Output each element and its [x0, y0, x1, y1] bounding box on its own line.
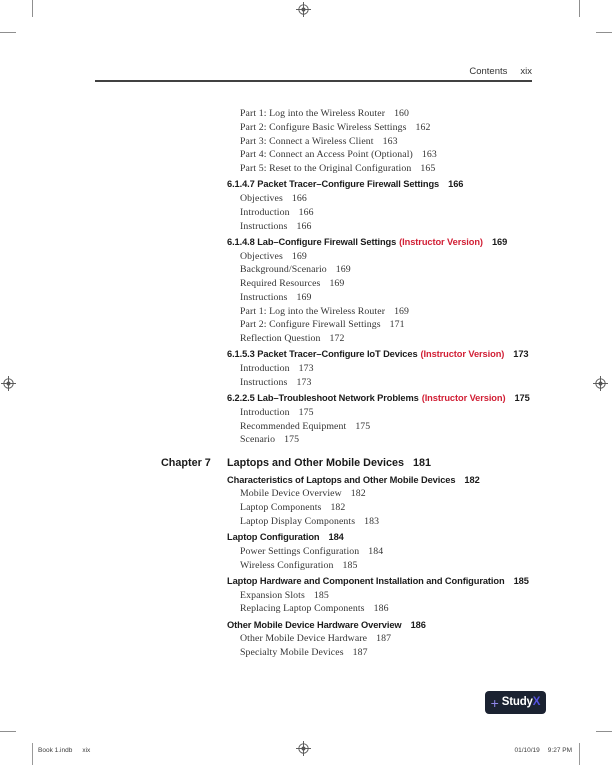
registration-mark-icon: [1, 376, 16, 391]
toc-entry-page-number: 185: [313, 589, 329, 601]
toc-entry-text: Characteristics of Laptops and Other Mobile Devices: [227, 474, 456, 485]
toc-entry-text: 6.2.2.5 Lab–Troubleshoot Network Problems: [227, 393, 419, 403]
toc-row: [95, 348, 565, 362]
toc-entry-page-number: 163: [382, 135, 398, 147]
toc-entry-text: Part 1: Log into the Wireless Router: [240, 305, 386, 317]
toc-row: [95, 135, 565, 149]
registration-mark-icon: [296, 2, 311, 17]
toc-entry-page-number: 185: [342, 559, 358, 571]
toc-row: [95, 619, 565, 633]
toc-row: [95, 107, 565, 121]
toc-entry-text: 6.1.5.3 Packet Tracer–Configure IoT Devices: [227, 349, 418, 360]
toc-row: [95, 474, 565, 488]
toc-entry-text: Laptop Components: [240, 502, 322, 513]
toc-entry-page-number: 173: [296, 376, 312, 388]
studyx-logo-x: X: [532, 695, 541, 708]
toc-entry-page-number: 184: [368, 545, 384, 557]
toc-row: [95, 148, 565, 162]
toc-entry-text: Specialty Mobile Devices: [240, 647, 344, 658]
toc-chapter-row: [95, 456, 565, 471]
toc-row: [95, 531, 565, 545]
toc-entry-text: Objectives: [240, 250, 283, 262]
toc-entry-page-number: 172: [329, 333, 345, 344]
toc-entry-text: Required Resources: [240, 278, 321, 289]
toc-entry-page-number: 181: [412, 457, 431, 469]
toc-row: [95, 501, 565, 515]
toc-entry-text: Mobile Device Overview: [240, 488, 342, 500]
toc-row: [95, 515, 565, 529]
running-head: [469, 66, 532, 77]
toc-entry-text: Instructions: [240, 220, 288, 232]
toc-row: [95, 332, 565, 346]
toc-entry-page-number: 184: [328, 532, 344, 542]
toc-row: [95, 162, 565, 176]
toc-row: [95, 263, 565, 277]
toc-entry-page-number: 183: [364, 515, 380, 527]
toc-entry-page-number: 162: [415, 121, 431, 133]
toc-entry-page-number: 175: [298, 406, 314, 418]
toc-entry-page-number: 166: [448, 179, 464, 190]
toc-row: [95, 178, 565, 192]
chapter-label: Chapter 7: [161, 457, 211, 469]
instructor-version-tag: (Instructor Version): [421, 393, 506, 403]
toc-entry-text: 6.1.4.7 Packet Tracer–Configure Firewall Settings: [227, 179, 440, 190]
running-head-page-number: xix: [520, 66, 532, 77]
toc-row: [95, 392, 565, 406]
toc-entry-page-number: 169: [291, 250, 307, 262]
toc-entry-text: Laptops and Other Mobile Devices: [227, 457, 404, 469]
toc-entry-page-number: 173: [298, 363, 314, 374]
toc-row: [95, 236, 565, 250]
toc-row: [95, 433, 565, 447]
toc-entry-text: Part 5: Reset to the Original Configuration: [240, 163, 412, 174]
toc-entry-text: Part 2: Configure Basic Wireless Settings: [240, 121, 407, 133]
toc-entry-page-number: 169: [329, 278, 345, 289]
toc-entry-text: Laptop Configuration: [227, 532, 320, 542]
toc-row: [95, 362, 565, 376]
toc-entry-text: Introduction: [240, 363, 290, 374]
toc-entry-text: Reflection Question: [240, 333, 321, 344]
toc-entry-page-number: 187: [376, 633, 392, 645]
crop-mark: [579, 743, 580, 765]
instructor-version-tag: (Instructor Version): [399, 236, 483, 247]
registration-mark-icon: [296, 741, 311, 756]
footer-filename: Book 1.indb: [38, 747, 73, 754]
toc-row: [95, 406, 565, 420]
toc-row: [95, 305, 565, 319]
footer-page-number: xix: [82, 747, 91, 754]
toc-entry-page-number: 175: [514, 393, 530, 403]
toc-entry-text: Introduction: [240, 406, 290, 418]
crop-mark: [32, 743, 33, 765]
toc-entry-page-number: 169: [335, 264, 351, 276]
toc-row: [95, 646, 565, 660]
toc-entry-text: Instructions: [240, 291, 288, 303]
toc-entry-text: Instructions: [240, 376, 288, 388]
toc-row: [95, 318, 565, 332]
toc-entry-text: Scenario: [240, 434, 276, 446]
toc-entry-page-number: 187: [352, 647, 368, 658]
toc-row: [95, 632, 565, 646]
toc-row: [95, 420, 565, 434]
toc-entry-page-number: 165: [420, 163, 436, 174]
crop-mark: [0, 32, 16, 33]
crop-mark: [0, 731, 16, 732]
toc-entry-page-number: 171: [389, 319, 405, 331]
toc-entry-page-number: 166: [298, 206, 314, 218]
crop-mark: [32, 0, 33, 17]
toc-entry-page-number: 182: [330, 502, 346, 513]
running-head-label: Contents: [469, 66, 508, 77]
toc-entry-text: Wireless Configuration: [240, 559, 334, 571]
toc-row: [95, 589, 565, 603]
toc-entry-page-number: 185: [513, 575, 529, 586]
toc-entry-page-number: 160: [394, 108, 410, 119]
toc-entry-page-number: 175: [355, 420, 371, 432]
toc-entry-text: Replacing Laptop Components: [240, 603, 365, 615]
toc-entry-text: Background/Scenario: [240, 264, 327, 276]
toc-entry-text: Expansion Slots: [240, 589, 305, 601]
toc-entry-text: Part 3: Connect a Wireless Client: [240, 135, 374, 147]
crop-mark: [579, 0, 580, 17]
toc-entry-text: Other Mobile Device Hardware Overview: [227, 619, 402, 630]
toc-row: [95, 220, 565, 234]
plus-icon: +: [490, 694, 499, 711]
toc-row: [95, 250, 565, 264]
toc-entry-page-number: 163: [421, 149, 437, 161]
toc-entry-page-number: 182: [350, 488, 366, 500]
toc-entry-text: Part 2: Configure Firewall Settings: [240, 319, 381, 331]
toc-row: [95, 291, 565, 305]
toc-entry-page-number: 182: [464, 474, 480, 485]
toc-row: [95, 602, 565, 616]
studyx-logo-text: Study: [501, 695, 533, 708]
toc-entry-text: Power Settings Configuration: [240, 545, 360, 557]
toc-entry-page-number: 166: [296, 220, 312, 232]
studyx-logo: [485, 691, 546, 714]
toc-entry-page-number: 166: [291, 193, 307, 204]
toc-entry-text: Recommended Equipment: [240, 420, 347, 432]
toc-entry-text: Other Mobile Device Hardware: [240, 633, 368, 645]
footer-date: 01/10/19: [514, 747, 540, 754]
toc-entry-page-number: 175: [284, 434, 300, 446]
toc-row: [95, 277, 565, 291]
toc-entry-page-number: 169: [394, 305, 410, 317]
footer-slug-right: [514, 747, 572, 754]
header-rule: [95, 80, 532, 82]
toc-row: [95, 559, 565, 573]
crop-mark: [596, 731, 612, 732]
toc-row: [95, 121, 565, 135]
registration-mark-icon: [593, 376, 608, 391]
toc-row: [95, 545, 565, 559]
toc-row: [95, 376, 565, 390]
toc-row: [95, 487, 565, 501]
footer-time: 9:27 PM: [547, 747, 572, 754]
toc-entry-text: 6.1.4.8 Lab–Configure Firewall Settings: [227, 236, 397, 247]
crop-mark: [596, 32, 612, 33]
toc-entry-page-number: 186: [410, 619, 426, 630]
toc-entry-text: Part 1: Log into the Wireless Router: [240, 108, 386, 119]
toc-entry-text: Laptop Display Components: [240, 515, 356, 527]
toc-entry-page-number: 169: [296, 291, 312, 303]
toc-entry-page-number: 169: [491, 236, 508, 247]
toc-entry-text: Objectives: [240, 193, 283, 204]
toc-list: [95, 107, 565, 660]
toc-entry-text: Laptop Hardware and Component Installation and Configuration: [227, 575, 505, 586]
toc-entry-text: Part 4: Connect an Access Point (Optional): [240, 149, 413, 161]
toc-row: [95, 192, 565, 206]
toc-entry-text: Introduction: [240, 206, 290, 218]
toc-row: [95, 206, 565, 220]
toc-entry-page-number: 186: [373, 603, 389, 615]
toc-entry-page-number: 173: [513, 349, 529, 360]
toc-row: [95, 575, 565, 589]
footer-slug-left: [38, 747, 90, 754]
instructor-version-tag: (Instructor Version): [420, 349, 505, 360]
